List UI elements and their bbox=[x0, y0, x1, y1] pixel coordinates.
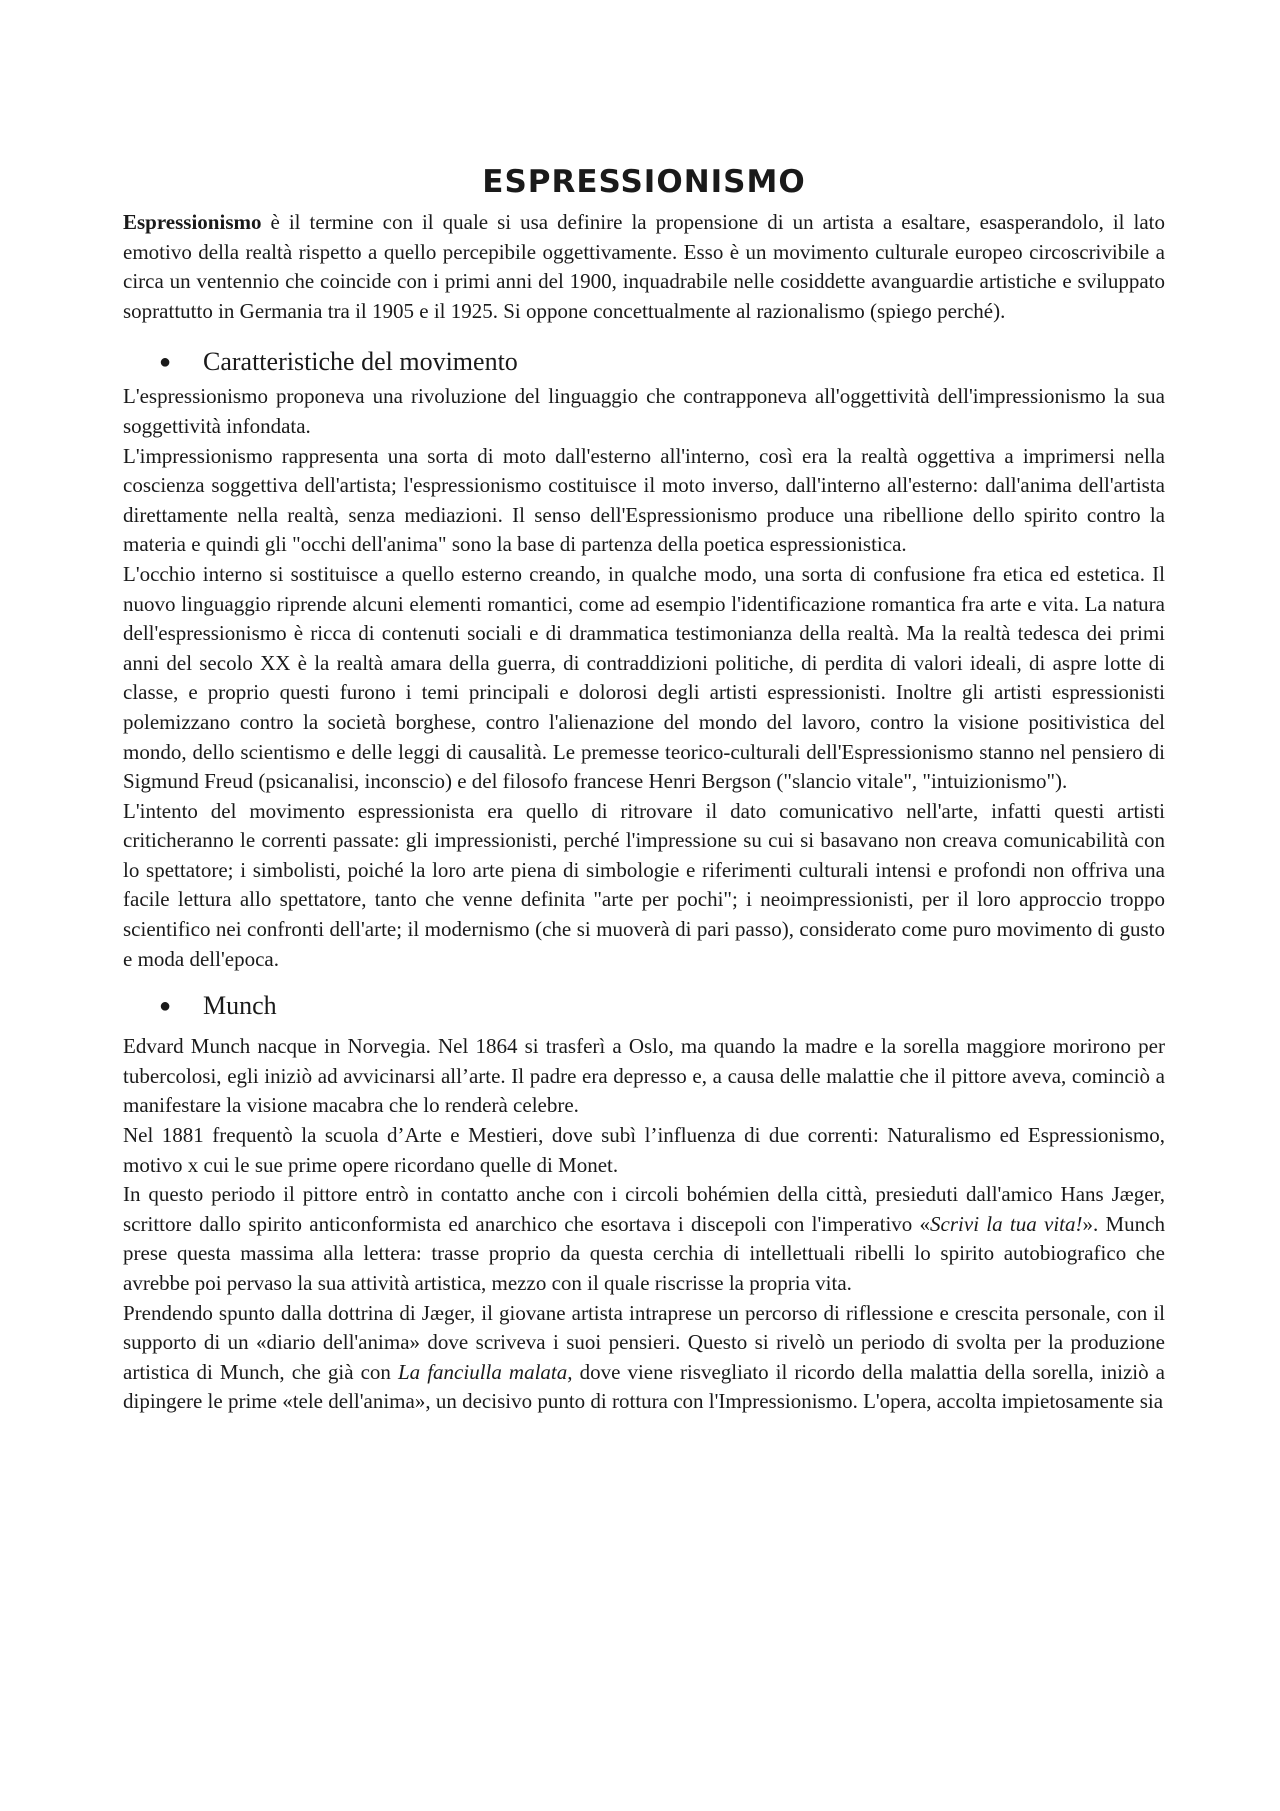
paragraph: L'impressionismo rappresenta una sorta di moto dall'esterno all'interno, così era la realtà oggettiva a imprimersi nella coscienza soggettiva dell'artista; l'espressionismo costituisce il moto inverso, dall'interno all'esterno: dall'anima dell'artista direttamente nella realtà, senza mediazioni. Il senso dell'Espressionismo produce una ribellione dello spirito contro la materia e quindi gli "occhi dell'anima" sono la base di partenza della poetica espressionistica. bbox=[123, 443, 1165, 557]
paragraph: L'intento del movimento espressionista era quello di ritrovare il dato comunicativo nell'arte, infatti questi artisti criticheranno le correnti passate: gli impressionisti, perché l'impressione su cui si basavano non creava comunicabilità con lo spettatore; i simbolisti, poiché la loro arte piena di simbologie e riferimenti culturali intensi e profondi non offriva una facile lettura allo spettatore, tanto che venne definita "arte per pochi"; i neoimpressionisti, per il loro approccio troppo scientifico nei confronti dell'arte; il modernismo (che si muoverà di pari passo), considerato come puro movimento di gusto e moda dell'epoca. bbox=[123, 798, 1165, 971]
section-heading-text: Caratteristiche del movimento bbox=[203, 347, 518, 377]
paragraph: Nel 1881 frequentò la scuola d’Arte e Mestieri, dove subì l’influenza di due correnti: Naturalismo ed Espressionismo, motivo x cui le sue prime opere ricordano quelle di Monet. bbox=[123, 1123, 1165, 1177]
text-run: ». Munch prese questa massima alla lettera: trasse proprio da questa cerchia di intellettuali ribelli lo spirito autobiografico che avrebbe poi pervaso la sua attività artistica, mezzo con il quale riscrisse la propria vita. bbox=[123, 1211, 1165, 1295]
intro-paragraph bbox=[123, 208, 1165, 326]
section-heading-text: Munch bbox=[203, 991, 277, 1021]
bullet-icon: ● bbox=[159, 995, 172, 1018]
paragraph bbox=[123, 1180, 1165, 1298]
paragraph: L'espressionismo proponeva una rivoluzione del linguaggio che contrapponeva all'oggettività dell'impressionismo la sua soggettività infondata. bbox=[123, 384, 1165, 438]
section-heading-caratteristiche bbox=[123, 344, 1165, 380]
section-heading-munch bbox=[123, 988, 1165, 1024]
paragraph: Edvard Munch nacque in Norvegia. Nel 1864 si trasferì a Oslo, ma quando la madre e la sorella maggiore morirono per tubercolosi, egli iniziò ad avvicinarsi all’arte. Il padre era depresso e, a causa delle malattie che il pittore aveva, cominciò a manifestare la visione macabra che lo renderà celebre. bbox=[123, 1034, 1165, 1118]
document-page bbox=[123, 160, 1165, 1417]
intro-text: è il termine con il quale si usa definire la propensione di un artista a esaltare, esasperandolo, il lato emotivo della realtà rispetto a quello percepibile oggettivamente. Esso è un movimento culturale europeo circoscrivibile a circa un ventennio che coincide con i primi anni del 1900, inquadrabile nelle cosiddette avanguardie artistiche e sviluppato soprattutto in Germania tra il 1905 e il 1925. Si oppone concettualmente al razionalismo (spiego perché). bbox=[123, 210, 1165, 323]
page-title: ESPRESSIONISMO bbox=[482, 164, 806, 200]
paragraph bbox=[123, 1299, 1165, 1417]
italic-artwork-title: La fanciulla malata, bbox=[397, 1359, 573, 1384]
text-run: Prendendo spunto dalla dottrina di Jæger, il giovane artista intraprese un percorso di riflessione e crescita personale, con il supporto di un «diario dell'anima» dove scriveva i suoi pensieri. Questo si rivelò un periodo di svolta per la produzione artistica di Munch, che già con bbox=[123, 1300, 1165, 1384]
text-run: dove viene risvegliato il ricordo della malattia della sorella, iniziò a dipingere le prime «tele dell'anima», un decisivo punto di rottura con l'Impressionismo. L'opera, accolta impietosamente sia bbox=[123, 1359, 1165, 1414]
intro-term: Espressionismo bbox=[123, 210, 262, 234]
text-run: In questo periodo il pittore entrò in contatto anche con i circoli bohémien della città, presieduti dall'amico Hans Jæger, scrittore dallo spirito anticonformista ed anarchico che esortava i discepoli con l'imperativo « bbox=[123, 1182, 1165, 1236]
paragraph: L'occhio interno si sostituisce a quello esterno creando, in qualche modo, una sorta di confusione fra etica ed estetica. Il nuovo linguaggio riprende alcuni elementi romantici, come ad esempio l'identificazione romantica fra arte e vita. La natura dell'espressionismo è ricca di contenuti sociali e di drammatica testimonianza della realtà. Ma la realtà tedesca dei primi anni del secolo XX è la realtà amara della guerra, di contraddizioni politiche, di perdita di valori ideali, di aspre lotte di classe, e proprio questi furono i temi principali e dolorosi degli artisti espressionisti. Inoltre gli artisti espressionisti polemizzano contro la società borghese, contro l'alienazione del mondo del lavoro, contro la visione positivistica del mondo, dello scientismo e delle leggi di causalità. Le premesse teorico-culturali dell'Espressionismo stanno nel pensiero di Sigmund Freud (psicanalisi, inconscio) e del filosofo francese Henri Bergson ("slancio vitale", "intuizionismo"). bbox=[123, 561, 1165, 794]
italic-quote: Scrivi la tua vita! bbox=[930, 1211, 1083, 1236]
bullet-icon: ● bbox=[159, 351, 172, 374]
